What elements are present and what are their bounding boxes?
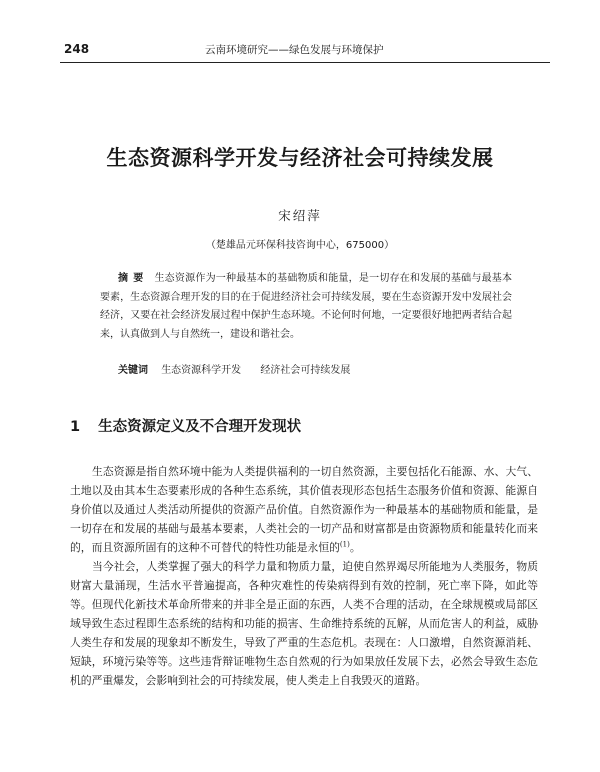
section-heading (70, 415, 530, 436)
running-head: 云南环境研究——绿色发展与环境保护 (205, 44, 384, 56)
author-affiliation: （楚雄品元环保科技咨询中心，675000） (205, 240, 395, 251)
body-paragraph (70, 557, 538, 690)
keywords (118, 362, 512, 380)
section-number: 1 (70, 419, 81, 435)
abstract-label: 摘要 (118, 273, 149, 284)
page-number: 248 (64, 42, 90, 56)
body-paragraph (70, 462, 538, 557)
paragraph-tail: 。 (349, 541, 361, 554)
header-rule (60, 62, 550, 63)
article-title: 生态资源科学开发与经济社会可持续发展 (106, 146, 494, 170)
keyword-item: 经济社会可持续发展 (260, 365, 351, 376)
section-title: 生态资源定义及不合理开发现状 (98, 419, 302, 435)
section-body (70, 462, 538, 690)
author-name: 宋绍萍 (278, 208, 322, 223)
paragraph-text: 当今社会，人类掌握了强大的科学力量和物质力量，迫使自然界竭尽所能地为人类服务，物质财富大量涌现，生活水平普遍提高，各种灾难性的传染病得到有效的控制，死亡率下降，如此等等。但现代化新技术革命所带来的并非全是正面的东西，人类不合理的活动，在全球规模或局部区域导致生态过程即生态系统的结构和功能的损害、生命维持系统的瓦解，从而危害人的利益，威胁人类生存和发展的现象却不断发生，导致了严重的生态危机。表现在：人口激增，自然资源消耗、短缺，环境污染等等。这些违背辩证唯物生态自然观的行为如果放任发展下去，必然会导致生态危机的严重爆发，会影响到社会的可持续发展，使人类走上自我毁灭的道路。 (70, 560, 538, 687)
abstract-text: 生态资源作为一种最基本的基础物质和能量，是一切存在和发展的基础与最基本要素，生态资源合理开发的目的在于促进经济社会可持续发展，要在生态资源开发中发展社会经济，又要在社会经济发展过程中保护生态环境。不论何时何地，一定要很好地把两者结合起来，认真做到人与自然统一，建设和谐社会。 (100, 273, 513, 341)
paragraph-text: 生态资源是指自然环境中能为人类提供福利的一切自然资源，主要包括化石能源、水、大气、土地以及由其本生态要素形成的各种生态系统，其价值表现形态包括生态服务价值和资源、能源自身价值以及通过人类活动所提供的资源产品价值。自然资源作为一种最基本的基础物质和能量，是一切存在和发展的基础与最基本要素，人类社会的一切产品和财富都是由资源物质和能量转化而来的，而且资源所固有的这种不可替代的特性功能是永恒的 (70, 465, 538, 554)
keywords-label: 关键词 (118, 365, 148, 376)
abstract (100, 270, 512, 345)
reference-marker: (1) (339, 540, 350, 549)
keyword-item: 生态资源科学开发 (161, 365, 242, 376)
